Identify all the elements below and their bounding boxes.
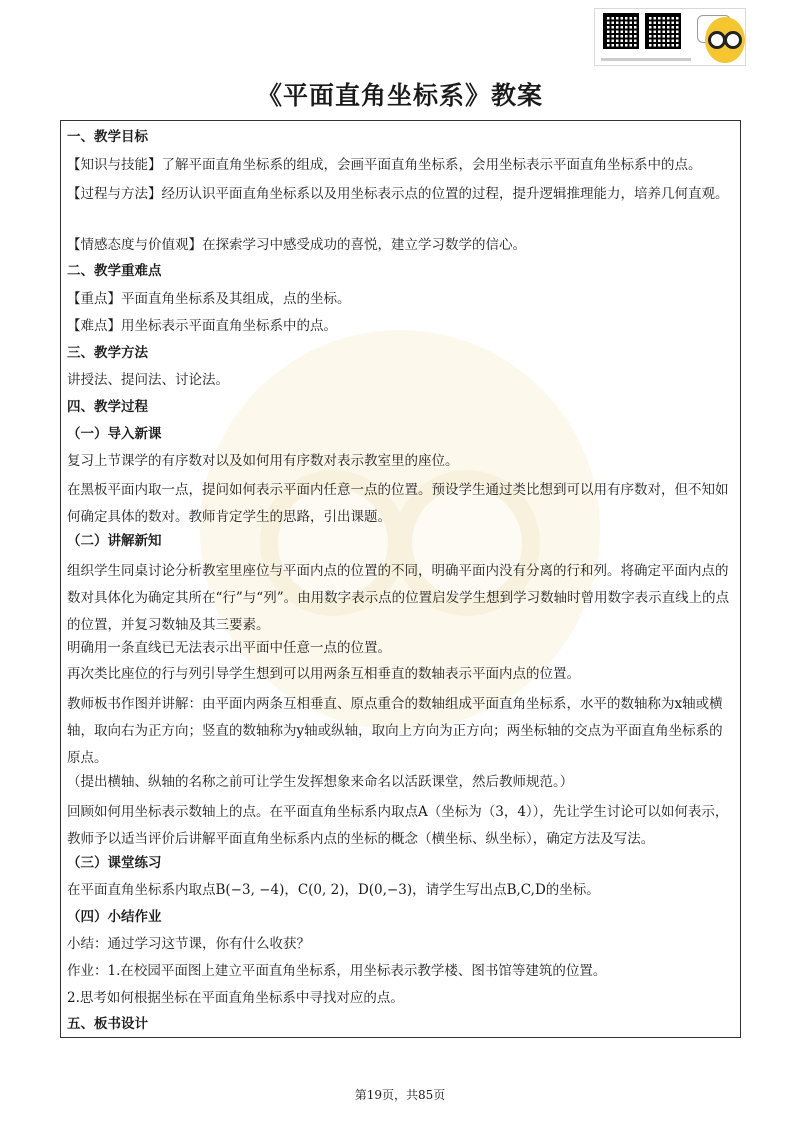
mascot-icon bbox=[705, 17, 745, 63]
paragraph: 复习上节课学的有序数对以及如何用有序数对表示教室里的座位。 bbox=[67, 453, 459, 469]
goal-process: 【过程与方法】经历认识平面直角坐标系以及用坐标表示点的位置的过程，提升逻辑推理能力，培养几何直观。 bbox=[67, 186, 729, 202]
section-heading: 五、板书设计 bbox=[67, 1016, 148, 1032]
paragraph: 在平面直角坐标系内取点B(−3, −4)，C(0, 2)，D(0,−3)，请学生写出点B,C,D的坐标。 bbox=[67, 882, 600, 898]
paragraph: （提出横轴、纵轴的名称之前可让学生发挥想象来命名以活跃课堂，然后教师规范。） bbox=[67, 774, 574, 790]
teaching-methods: 讲授法、提问法、讨论法。 bbox=[67, 372, 229, 388]
paragraph: 教师板书作图并讲解：由平面内两条互相垂直、原点重合的数轴组成平面直角坐标系，水平的数轴称为x轴或横轴，取向右为正方向；竖直的数轴称为y轴或纵轴，取向上方向为正方向；两坐标轴的交点为平面直角坐标系的原点。 bbox=[67, 696, 723, 766]
paragraph: 明确用一条直线已无法表示出平面中任意一点的位置。 bbox=[67, 640, 391, 656]
paragraph: 小结：通过学习这节课，你有什么收获？ bbox=[67, 936, 310, 952]
paragraph: 作业：1.在校园平面图上建立平面直角坐标系，用坐标表示教学楼、图书馆等建筑的位置。 bbox=[67, 963, 607, 979]
page-title: 《平面直角坐标系》教案 bbox=[256, 81, 543, 110]
paragraph: 2.思考如何根据坐标在平面直角坐标系中寻找对应的点。 bbox=[67, 990, 404, 1006]
header-logo bbox=[594, 8, 746, 66]
goal-emotion: 【情感态度与价值观】在探索学习中感受成功的喜悦，建立学习数学的信心。 bbox=[67, 237, 526, 253]
key-point: 【重点】平面直角坐标系及其组成，点的坐标。 bbox=[67, 291, 351, 307]
qr-code-icon bbox=[603, 13, 639, 49]
paragraph: 在黑板平面内取一点，提问如何表示平面内任意一点的位置。预设学生通过类比想到可以用有序数对，但不知如何确定具体的数对。教师肯定学生的思路，引出课题。 bbox=[67, 482, 729, 525]
page-number: 第19页，共85页 bbox=[354, 1088, 446, 1102]
section-heading: 一、教学目标 bbox=[67, 129, 148, 145]
difficult-point: 【难点】用坐标表示平面直角坐标系中的点。 bbox=[67, 318, 337, 334]
section-heading: 二、教学重难点 bbox=[67, 263, 162, 279]
lesson-plan-box bbox=[60, 120, 741, 1038]
subsection-heading: （二）讲解新知 bbox=[67, 533, 162, 549]
paragraph: 回顾如何用坐标表示数轴上的点。在平面直角坐标系内取点A（坐标为（3，4）），先让学生讨论可以如何表示，教师予以适当评价后讲解平面直角坐标系内点的坐标的概念（横坐标、纵坐标），确定方法及写法。 bbox=[67, 804, 729, 847]
subsection-heading: （三）课堂练习 bbox=[67, 855, 162, 871]
subsection-heading: （四）小结作业 bbox=[67, 909, 162, 925]
logo-caption bbox=[601, 58, 691, 61]
subsection-heading: （一）导入新课 bbox=[67, 426, 162, 442]
goal-knowledge: 【知识与技能】了解平面直角坐标系的组成，会画平面直角坐标系，会用坐标表示平面直角坐标系中的点。 bbox=[67, 157, 702, 173]
section-heading: 四、教学过程 bbox=[67, 399, 148, 415]
paragraph: 再次类比座位的行与列引导学生想到可以用两条互相垂直的数轴表示平面内点的位置。 bbox=[67, 666, 580, 682]
paragraph: 组织学生同桌讨论分析教室里座位与平面内点的位置的不同，明确平面内没有分离的行和列。将确定平面内点的数对具体化为确定其所在“行”与“列”。由用数字表示点的位置启发学生想到学习数轴时曾用数字表示直线上的点的位置，并复习数轴及其三要素。 bbox=[67, 563, 730, 633]
qr-code-icon bbox=[645, 13, 681, 49]
section-heading: 三、教学方法 bbox=[67, 345, 148, 361]
